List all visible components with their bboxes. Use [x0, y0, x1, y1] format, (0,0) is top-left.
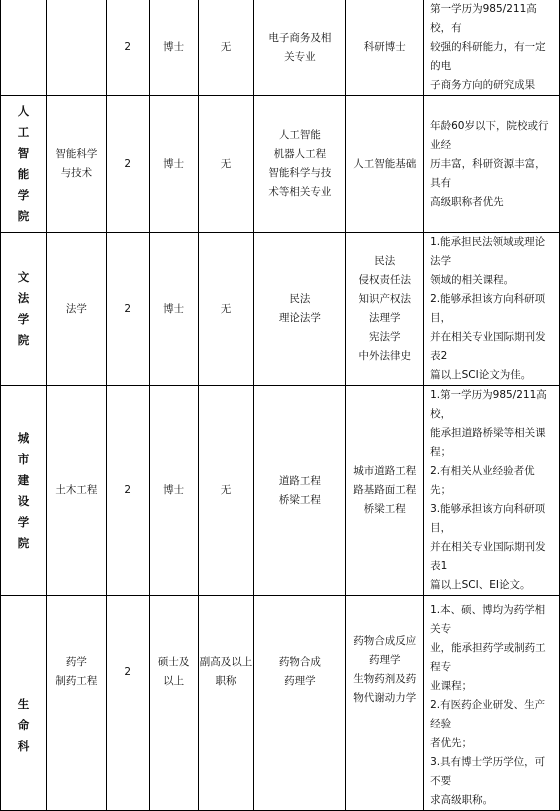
degree-cell: 博士	[149, 386, 198, 596]
majors-cell: 民法 理论法学	[254, 233, 346, 386]
requirements-cell: 1.第一学历为985/211高校， 能承担道路桥梁等相关课程； 2.有相关从业经验者优先； 3.能够承担该方向科研项目， 并在相关专业国际期刊发表1 篇以上SCI、EI论文。	[424, 386, 560, 596]
college-cell	[1, 0, 47, 96]
direction-cell: 人工智能基础	[346, 96, 424, 233]
discipline-cell: 药学 制药工程	[46, 596, 106, 811]
college-cell: 生 命 科	[1, 596, 47, 811]
college-cell: 人 工 智 能 学 院	[1, 96, 47, 233]
degree-cell: 硕士及 以上	[149, 596, 198, 811]
discipline-cell: 智能科学 与技术	[46, 96, 106, 233]
direction-cell: 民法 侵权责任法 知识产权法 法理学 宪法学 中外法律史	[346, 233, 424, 386]
college-cell: 城 市 建 设 学 院	[1, 386, 47, 596]
direction-cell: 药物合成反应 药理学 生物药剂及药 物代谢动力学	[346, 596, 424, 811]
count-cell: 2	[106, 233, 149, 386]
majors-cell: 道路工程 桥梁工程	[254, 386, 346, 596]
requirements-cell: 1.能承担民法领域或理论法学 领域的相关课程。 2.能够承担该方向科研项目， 并在相关专业国际期刊发表2 篇以上SCI论文为佳。	[424, 233, 560, 386]
majors-cell: 药物合成 药理学	[254, 596, 346, 811]
title-cell: 无	[198, 233, 254, 386]
discipline-cell	[46, 0, 106, 96]
table-row	[1, 0, 560, 96]
table-row	[1, 233, 560, 386]
count-cell: 2	[106, 0, 149, 96]
direction-cell: 城市道路工程 路基路面工程 桥梁工程	[346, 386, 424, 596]
count-cell: 2	[106, 596, 149, 811]
direction-cell: 科研博士	[346, 0, 424, 96]
degree-cell: 博士	[149, 233, 198, 386]
count-cell: 2	[106, 96, 149, 233]
requirements-cell: 年龄60岁以下，院校或行业经 历丰富，科研资源丰富，具有 高级职称者优先	[424, 96, 560, 233]
title-cell: 无	[198, 386, 254, 596]
requirements-cell: 1.本、硕、博均为药学相关专 业，能承担药学或制药工程专 业课程； 2.有医药企业研发、生产经验 者优先； 3.具有博士学历学位，可不要 求高级职称。	[424, 596, 560, 811]
degree-cell: 博士	[149, 96, 198, 233]
title-cell: 无	[198, 96, 254, 233]
majors-cell: 电子商务及相 关专业	[254, 0, 346, 96]
table-row	[1, 386, 560, 596]
table-row	[1, 96, 560, 233]
table-row	[1, 596, 560, 811]
discipline-cell: 土木工程	[46, 386, 106, 596]
majors-cell: 人工智能 机器人工程 智能科学与技 术等相关专业	[254, 96, 346, 233]
degree-cell: 博士	[149, 0, 198, 96]
count-cell: 2	[106, 386, 149, 596]
college-cell: 文 法 学 院	[1, 233, 47, 386]
discipline-cell: 法学	[46, 233, 106, 386]
title-cell: 无	[198, 0, 254, 96]
requirements-cell: 第一学历为985/211高校，有 较强的科研能力，有一定的电 子商务方向的研究成果	[424, 0, 560, 96]
title-cell: 副高及以上 职称	[198, 596, 254, 811]
